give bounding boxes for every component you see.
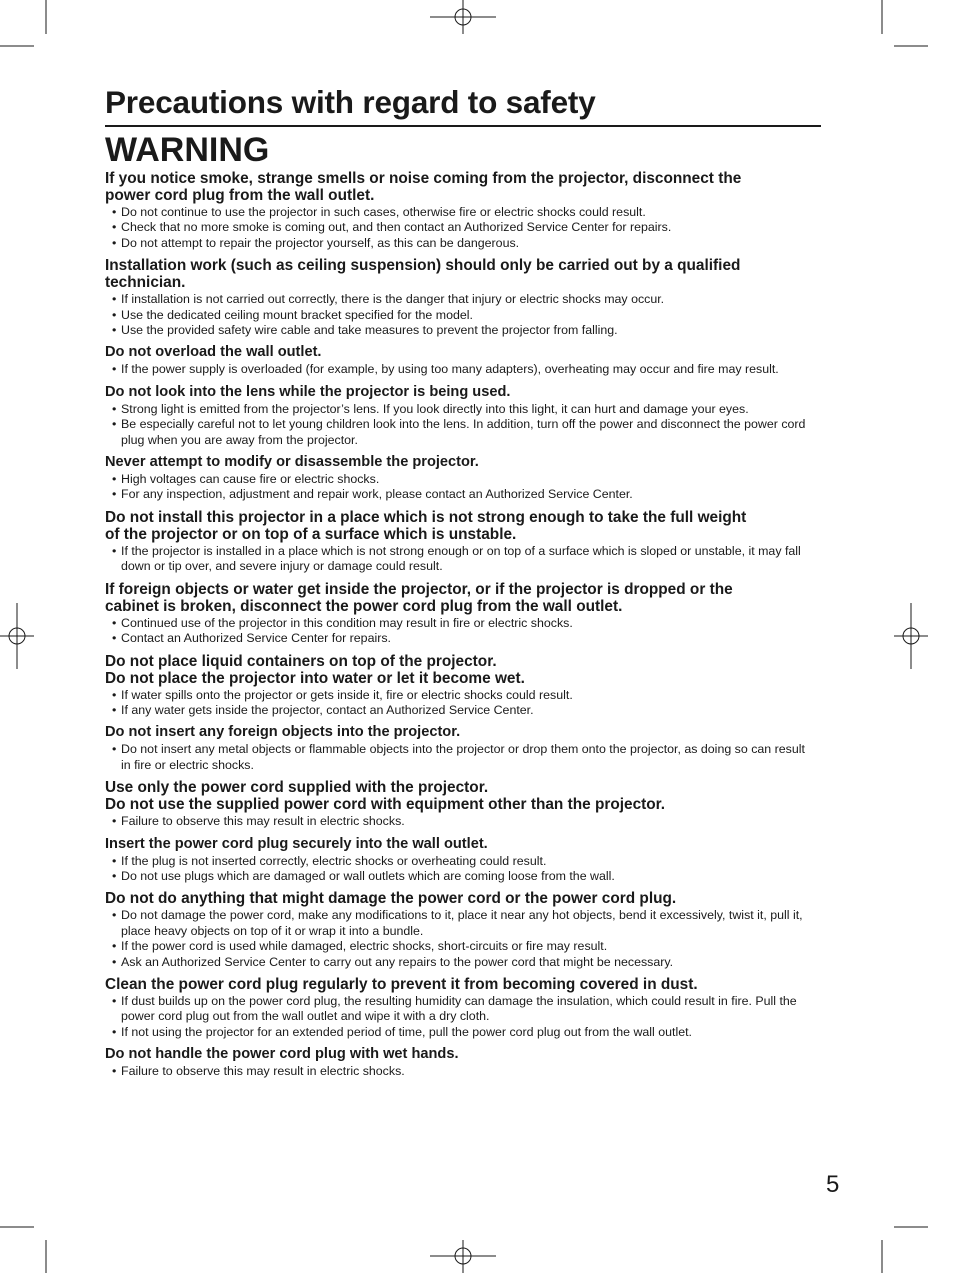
heading-line: Use only the power cord supplied with the projector. [105, 779, 489, 797]
heading-line: Do not do anything that might damage the power cord or the power cord plug. [105, 890, 677, 908]
bullet-item [105, 487, 817, 502]
bullet-dot-icon: • [112, 292, 117, 307]
bullet-item [105, 417, 817, 448]
warning-item-heading [105, 976, 817, 993]
bullet-dot-icon: • [112, 908, 117, 923]
page-title: Precautions with regard to safety [105, 84, 596, 120]
heading-line: of the projector or on top of a surface which is unstable. [105, 525, 517, 543]
warning-item [105, 509, 817, 581]
bullet-text: Do not attempt to repair the projector yourself, as this can be dangerous. [121, 235, 520, 250]
warning-item [105, 344, 817, 383]
bullet-dot-icon: • [112, 853, 117, 868]
bullet-dot-icon: • [112, 362, 117, 377]
heading-line: Clean the power cord plug regularly to prevent it from becoming covered in dust. [105, 975, 698, 993]
warning-list [105, 170, 817, 1080]
bullet-text: Be especially careful not to let young children look into the lens. In addition, turn off the power and disconnect the power cord plug when you are away from the projector. [121, 417, 806, 447]
bullet-text: If not using the projector for an extended period of time, pull the power cord plug out from the wall outlet. [121, 1024, 692, 1039]
bullet-item [105, 688, 817, 703]
heading-line: Do not overload the wall outlet. [105, 344, 322, 361]
bullet-dot-icon: • [112, 1064, 117, 1079]
heading-line: If you notice smoke, strange smells or noise coming from the projector, disconnect the [105, 170, 742, 187]
bullet-dot-icon: • [112, 543, 117, 558]
heading-line: technician. [105, 274, 186, 292]
warning-heading: WARNING [105, 131, 270, 169]
bullet-dot-icon: • [112, 993, 117, 1008]
bullet-text: If the plug is not inserted correctly, electric shocks or overheating could result. [121, 853, 547, 868]
bullet-list [105, 205, 817, 251]
bullet-dot-icon: • [112, 631, 117, 646]
bullet-dot-icon: • [112, 417, 117, 432]
bullet-text: High voltages can cause fire or electric shocks. [121, 472, 380, 487]
bullet-dot-icon: • [112, 323, 117, 338]
bullet-list [105, 292, 817, 338]
bullet-list [105, 616, 817, 647]
warning-item [105, 1046, 817, 1079]
bullet-dot-icon: • [112, 1024, 117, 1039]
bullet-dot-icon: • [112, 702, 117, 717]
bullet-list [105, 994, 817, 1040]
warning-item-heading [105, 384, 817, 401]
bullet-text: If dust builds up on the power cord plug, the resulting humidity can damage the insulation, which could result in fire. Pull the power cord plug out from the wall outlet and wipe it with a dry cloth. [121, 993, 797, 1024]
bullet-text: If the projector is installed in a place which is not strong enough or on top of a surface which is sloped or unstable, it may fall down or tip over, and severe injury or damage could result. [121, 543, 801, 574]
heading-line: Do not handle the power cord plug with wet hands. [105, 1046, 459, 1063]
bullet-text: Ask an Authorized Service Center to carry out any repairs to the power cord that might be necessary. [121, 954, 674, 969]
bullet-text: Check that no more smoke is coming out, and then contact an Authorized Service Center for repairs. [121, 220, 672, 235]
warning-item [105, 836, 817, 891]
page-number: 5 [826, 1171, 840, 1198]
heading-line: Insert the power cord plug securely into the wall outlet. [105, 835, 488, 852]
heading-line: power cord plug from the wall outlet. [105, 187, 375, 204]
title-rule [105, 125, 821, 127]
bullet-text: Failure to observe this may result in electric shocks. [121, 1064, 405, 1079]
bullet-item [105, 205, 817, 220]
bullet-dot-icon: • [112, 814, 117, 829]
bullet-item [105, 994, 817, 1025]
bullet-dot-icon: • [112, 868, 117, 883]
bullet-text: If installation is not carried out correctly, there is the danger that injury or electric shocks may occur. [121, 292, 665, 307]
heading-line: cabinet is broken, disconnect the power cord plug from the wall outlet. [105, 597, 623, 615]
bullet-item [105, 236, 817, 251]
bullet-item [105, 292, 817, 307]
bullet-text: Failure to observe this may result in electric shocks. [121, 814, 405, 829]
bullet-item [105, 1025, 817, 1040]
warning-item-heading [105, 1046, 817, 1063]
bullet-text: Do not continue to use the projector in such cases, otherwise fire or electric shocks could result. [121, 205, 646, 219]
warning-item [105, 653, 817, 725]
bullet-dot-icon: • [112, 687, 117, 702]
warning-item-heading [105, 779, 817, 813]
heading-line: Do not install this projector in a place which is not strong enough to take the full weight [105, 508, 747, 526]
bullet-text: For any inspection, adjustment and repair work, please contact an Authorized Service Center. [121, 487, 633, 502]
bullet-list [105, 688, 817, 719]
bullet-dot-icon: • [112, 401, 117, 416]
bullet-text: Do not insert any metal objects or flammable objects into the projector or drop them onto the projector, as doing so can result in fire or electric shocks. [121, 742, 805, 772]
warning-item-heading [105, 653, 817, 687]
heading-line: If foreign objects or water get inside the projector, or if the projector is dropped or the [105, 580, 733, 598]
bullet-dot-icon: • [112, 307, 117, 322]
bullet-item [105, 631, 817, 646]
bullet-dot-icon: • [112, 939, 117, 954]
bullet-item [105, 814, 817, 829]
bullet-text: Do not use plugs which are damaged or wall outlets which are coming loose from the wall. [121, 868, 615, 883]
warning-item [105, 454, 817, 509]
bullet-text: Continued use of the projector in this condition may result in fire or electric shocks. [121, 615, 573, 630]
bullet-text: If the power supply is overloaded (for example, by using too many adapters), overheating may occur and fire may result. [121, 362, 779, 377]
bullet-text: If water spills onto the projector or gets inside it, fire or electric shocks could result. [121, 687, 573, 702]
warning-item [105, 890, 817, 976]
warning-item [105, 384, 817, 454]
bullet-list [105, 544, 817, 575]
bullet-list [105, 742, 817, 773]
bullet-item [105, 1064, 817, 1079]
bullet-item [105, 308, 817, 323]
bullet-dot-icon: • [112, 205, 117, 219]
warning-item [105, 581, 817, 653]
warning-item-heading [105, 170, 817, 204]
bullet-dot-icon: • [112, 220, 117, 235]
bullet-item [105, 544, 817, 575]
bullet-item [105, 220, 817, 235]
bullet-dot-icon: • [112, 487, 117, 502]
bullet-item [105, 703, 817, 718]
bullet-item [105, 323, 817, 338]
bullet-dot-icon: • [112, 742, 117, 757]
bullet-list [105, 908, 817, 970]
bullet-text: If the power cord is used while damaged, electric shocks, short-circuits or fire may result. [121, 939, 608, 954]
heading-line: Do not insert any foreign objects into the projector. [105, 724, 461, 741]
bullet-item [105, 362, 817, 377]
bullet-item [105, 869, 817, 884]
bullet-dot-icon: • [112, 235, 117, 250]
bullet-item [105, 402, 817, 417]
warning-item-heading [105, 581, 817, 615]
bullet-list [105, 814, 817, 829]
bullet-item [105, 955, 817, 970]
warning-item-heading [105, 454, 817, 471]
heading-line: Do not look into the lens while the projector is being used. [105, 383, 511, 400]
bullet-text: Do not damage the power cord, make any modifications to it, place it near any hot objects, bend it excessively, twist it, pull it, place heavy objects on top of it or wrap it into a bundle. [121, 908, 803, 938]
bullet-item [105, 908, 817, 939]
warning-item [105, 976, 817, 1046]
bullet-dot-icon: • [112, 472, 117, 487]
warning-item-heading [105, 344, 817, 361]
warning-item-heading [105, 257, 817, 291]
warning-item [105, 257, 817, 344]
warning-item [105, 170, 817, 257]
bullet-text: If any water gets inside the projector, contact an Authorized Service Center. [121, 702, 534, 717]
warning-item-heading [105, 724, 817, 741]
heading-line: Do not use the supplied power cord with equipment other than the projector. [105, 796, 666, 814]
bullet-text: Use the provided safety wire cable and take measures to prevent the projector from falling. [121, 323, 618, 338]
bullet-list [105, 362, 817, 377]
warning-item-heading [105, 836, 817, 853]
bullet-item [105, 616, 817, 631]
heading-line: Do not place the projector into water or let it become wet. [105, 669, 525, 687]
warning-item [105, 724, 817, 779]
bullet-list [105, 472, 817, 503]
bullet-dot-icon: • [112, 615, 117, 630]
bullet-item [105, 939, 817, 954]
heading-line: Never attempt to modify or disassemble the projector. [105, 454, 479, 471]
bullet-item [105, 742, 817, 773]
warning-item-heading [105, 890, 817, 907]
bullet-list [105, 402, 817, 448]
warning-item [105, 779, 817, 835]
bullet-list [105, 1064, 817, 1079]
bullet-text: Strong light is emitted from the projector’s lens. If you look directly into this light, it can hurt and damage your eyes. [121, 401, 749, 416]
bullet-text: Contact an Authorized Service Center for repairs. [121, 631, 391, 646]
heading-line: Installation work (such as ceiling suspension) should only be carried out by a qualified [105, 257, 741, 275]
bullet-text: Use the dedicated ceiling mount bracket specified for the model. [121, 307, 473, 322]
bullet-list [105, 854, 817, 885]
bullet-item [105, 854, 817, 869]
bullet-item [105, 472, 817, 487]
bullet-dot-icon: • [112, 954, 117, 969]
warning-item-heading [105, 509, 817, 543]
heading-line: Do not place liquid containers on top of the projector. [105, 652, 497, 670]
